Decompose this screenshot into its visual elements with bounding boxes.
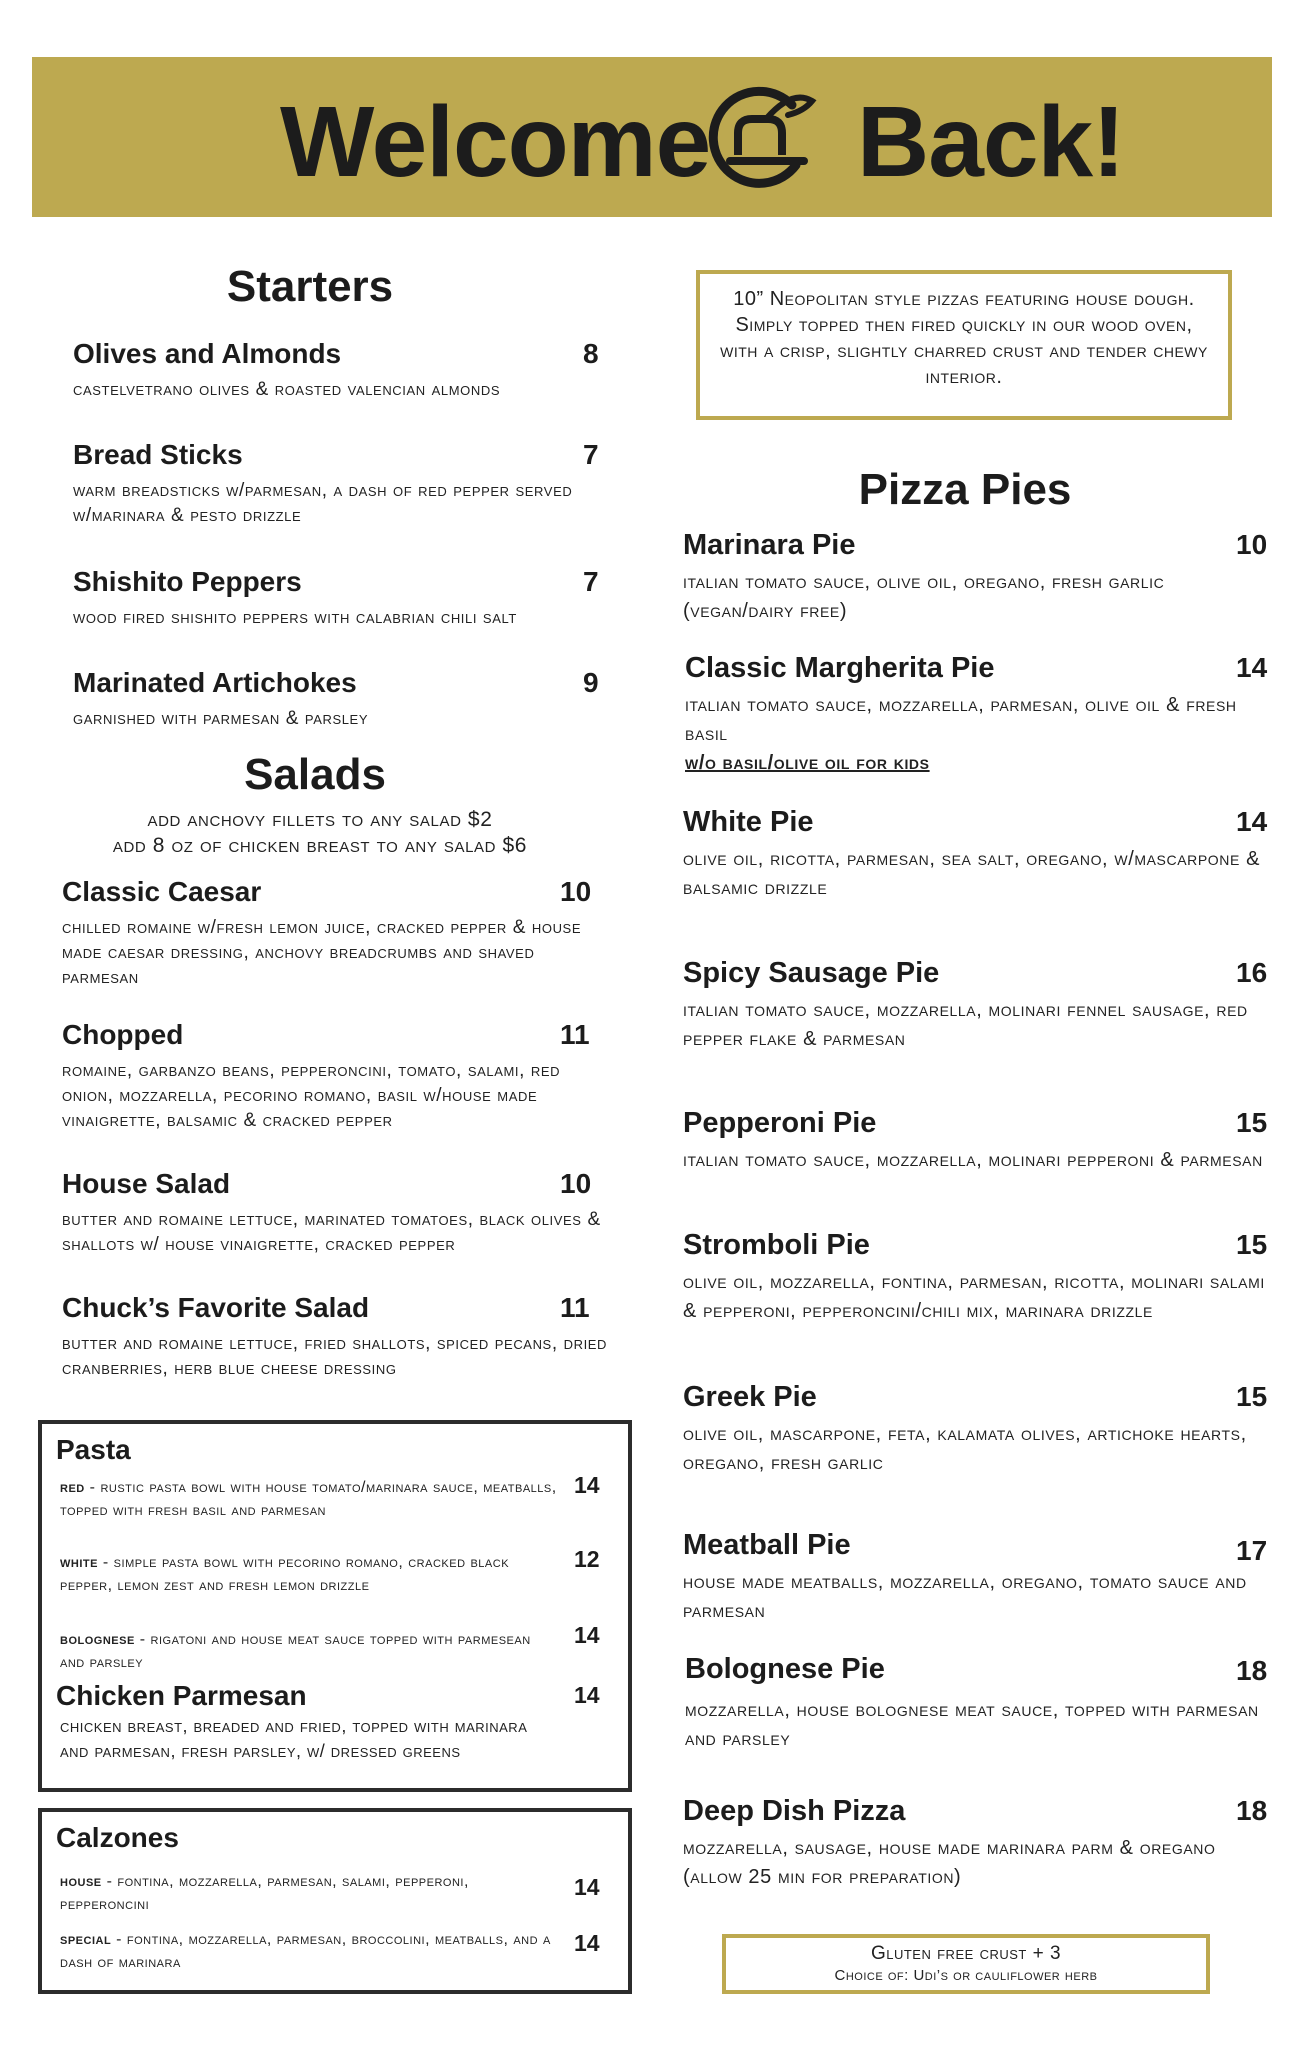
- menu-item: [683, 1228, 1268, 1326]
- item-name: Bolognese Pie: [685, 1653, 885, 1685]
- pasta-label: red: [60, 1479, 85, 1496]
- menu-item: [683, 1380, 1268, 1478]
- pasta-item: [60, 1628, 560, 1674]
- item-price: 18: [1236, 1655, 1268, 1686]
- pasta-price: 14: [574, 1472, 600, 1498]
- calzone-label: house: [60, 1873, 102, 1890]
- item-name: Deep Dish Pizza: [683, 1795, 906, 1827]
- item-desc: garnished with parmesan & parsley: [73, 708, 369, 729]
- calzone-sep: -: [111, 1931, 127, 1948]
- menu-item: [683, 1528, 1268, 1626]
- pasta-sep: -: [134, 1631, 151, 1648]
- pasta-item: [60, 1476, 560, 1522]
- item-desc: house made meatballs, mozzarella, oregano, tomato sauce and parmesan: [683, 1571, 1247, 1622]
- calzone-price: 14: [574, 1874, 600, 1900]
- calzones-title: Calzones: [56, 1822, 179, 1853]
- item-name: Chopped: [62, 1019, 184, 1050]
- menu-item: [683, 805, 1268, 903]
- item-price: 9: [583, 667, 599, 698]
- pasta-desc: simple pasta bowl with pecorino romano, cracked black pepper, lemon zest and fresh lemon drizzle: [60, 1554, 510, 1594]
- salad-addon-note: add 8 oz of chicken breast to any salad $6: [112, 834, 528, 857]
- item-price: 11: [560, 1292, 590, 1323]
- pasta-label: white: [60, 1554, 98, 1571]
- starters-title: Starters: [226, 262, 394, 311]
- salad-addon-note: add anchovy fillets to any salad $2: [147, 808, 493, 831]
- salads-title: Salads: [244, 750, 386, 799]
- calzone-item: [60, 1928, 570, 1974]
- item-price: 7: [583, 566, 599, 597]
- item-name: Pepperoni Pie: [683, 1107, 877, 1139]
- item-price: 17: [1236, 1535, 1268, 1566]
- item-name: Bread Sticks: [73, 439, 243, 470]
- menu-item: [62, 1018, 602, 1133]
- menu-item: [683, 528, 1268, 626]
- item-name: Stromboli Pie: [683, 1229, 870, 1261]
- item-price: 11: [560, 1019, 590, 1050]
- item-price: 18: [1236, 1795, 1268, 1826]
- pasta-title: Pasta: [56, 1434, 131, 1465]
- menu-item: [73, 565, 603, 630]
- item-name: Marinated Artichokes: [73, 667, 357, 698]
- item-desc: mozzarella, house bolognese meat sauce, topped with parmesan and parsley: [685, 1699, 1259, 1750]
- menu-item: [683, 1794, 1268, 1892]
- chicken-parmesan-price: 14: [574, 1682, 600, 1708]
- item-desc: italian tomato sauce, mozzarella, parmesan, olive oil & fresh basil: [685, 694, 1237, 745]
- item-price: 15: [1236, 1107, 1268, 1138]
- menu-item: [683, 956, 1268, 1054]
- item-price: 15: [1236, 1381, 1268, 1412]
- item-desc: italian tomato sauce, mozzarella, molinari fennel sausage, red pepper flake & parmesan: [683, 999, 1248, 1050]
- item-desc: butter and romaine lettuce, fried shallots, spiced pecans, dried cranberries, herb blue cheese dressing: [62, 1333, 608, 1379]
- calzone-label: special: [60, 1931, 112, 1948]
- item-price: 8: [583, 338, 599, 369]
- calzone-price: 14: [574, 1930, 600, 1956]
- item-desc: olive oil, mascarpone, feta, kalamata olives, artichoke hearts, oregano, fresh garlic: [683, 1423, 1247, 1474]
- item-desc: italian tomato sauce, olive oil, oregano, fresh garlic (vegan/dairy free): [683, 571, 1165, 622]
- gluten-free-choice: Choice of: Udi’s or cauliflower herb: [834, 1967, 1098, 1984]
- item-name: Classic Caesar: [62, 876, 262, 907]
- pasta-label: bolognese: [60, 1631, 135, 1648]
- menu-item: [683, 1106, 1268, 1175]
- banner-left-word: Welcome: [280, 86, 711, 198]
- calzone-desc: fontina, mozzarella, parmesan, salami, pepperoni, pepperoncini: [60, 1873, 469, 1913]
- pasta-price: 14: [574, 1622, 600, 1648]
- item-price: 10: [1236, 529, 1268, 560]
- kids-note: w/o basil/olive oil for kids: [685, 752, 930, 774]
- pizza-pies-title: Pizza Pies: [858, 465, 1072, 514]
- calzone-sep: -: [101, 1873, 118, 1890]
- item-desc: italian tomato sauce, mozzarella, molinari pepperoni & parmesan: [683, 1149, 1263, 1171]
- item-desc: warm breadsticks w/parmesan, a dash of red pepper served w/marinara & pesto drizzle: [73, 480, 573, 526]
- calzones-box: [38, 1808, 632, 1994]
- menu-item: [62, 1291, 612, 1381]
- pasta-sep: -: [97, 1554, 114, 1571]
- item-price: 10: [560, 876, 592, 907]
- item-desc: butter and romaine lettuce, marinated tomatoes, black olives & shallots w/ house vinaigrette, cracked pepper: [62, 1209, 601, 1255]
- pasta-desc: rigatoni and house meat sauce topped with parmesean and parsley: [60, 1631, 531, 1671]
- item-desc: chilled romaine w/fresh lemon juice, cracked pepper & house made caesar dressing, anchovy breadcrumbs and shaved parmesan: [62, 917, 582, 988]
- pasta-box: [38, 1420, 632, 1792]
- item-desc: romaine, garbanzo beans, pepperoncini, tomato, salami, red onion, mozzarella, pecorino romano, basil w/house made vinaigrette, balsamic & cracked pepper: [62, 1060, 561, 1131]
- gluten-free-line: Gluten free crust + 3: [870, 1943, 1062, 1964]
- chicken-parmesan-desc: chicken breast, breaded and fried, topped with marinara and parmesan, fresh parsley, w/ dressed greens: [60, 1716, 528, 1761]
- calzone-item: [60, 1870, 560, 1916]
- pasta-desc: rustic pasta bowl with house tomato/marinara sauce, meatballs, topped with fresh basil and parmesan: [60, 1479, 557, 1519]
- item-name: Spicy Sausage Pie: [683, 957, 940, 989]
- item-name: Chuck’s Favorite Salad: [62, 1292, 370, 1323]
- menu-item: [73, 438, 603, 528]
- menu-item: [62, 875, 602, 990]
- item-name: Marinara Pie: [683, 529, 856, 561]
- calzone-desc: fontina, mozzarella, parmesan, broccolini, meatballs, and a dash of marinara: [60, 1931, 551, 1971]
- menu-item: [685, 1652, 1268, 1754]
- item-desc: mozzarella, sausage, house made marinara parm & oregano (allow 25 min for preparation): [683, 1837, 1216, 1888]
- item-name: House Salad: [62, 1168, 231, 1199]
- item-desc: wood fired shishito peppers with calabrian chili salt: [73, 607, 517, 628]
- item-price: 15: [1236, 1229, 1268, 1260]
- circle-c-logo-icon: [700, 83, 826, 191]
- menu-item: [73, 666, 603, 731]
- item-name: Classic Margherita Pie: [685, 652, 995, 684]
- item-price: 7: [583, 439, 599, 470]
- item-price: 14: [1236, 806, 1268, 837]
- pasta-price: 12: [574, 1546, 600, 1572]
- pasta-sep: -: [84, 1479, 101, 1496]
- menu-item: [685, 651, 1268, 778]
- menu-item: [73, 337, 603, 402]
- banner-right-word: Back!: [857, 86, 1125, 198]
- item-name: White Pie: [683, 806, 814, 838]
- pizza-note-text: 10” Neopolitan style pizzas featuring house dough. Simply topped then fired quickly in our wood oven, with a crisp, slightly charred crust and tender chewy interior.: [720, 288, 1208, 388]
- item-name: Olives and Almonds: [73, 338, 342, 369]
- item-price: 14: [1236, 652, 1268, 683]
- item-name: Shishito Peppers: [73, 566, 302, 597]
- item-name: Greek Pie: [683, 1381, 817, 1413]
- welcome-banner: [32, 57, 1272, 217]
- pizza-note-box: [696, 270, 1232, 420]
- gluten-free-box: [722, 1934, 1210, 1994]
- item-name: Meatball Pie: [683, 1529, 851, 1561]
- pasta-item: [60, 1551, 560, 1597]
- chicken-parmesan-name: Chicken Parmesan: [56, 1680, 307, 1711]
- item-desc: castelvetrano olives & roasted valencian almonds: [73, 379, 501, 400]
- menu-item: [62, 1167, 602, 1257]
- item-desc: olive oil, ricotta, parmesan, sea salt, oregano, w/mascarpone & balsamic drizzle: [683, 848, 1261, 899]
- item-price: 10: [560, 1168, 592, 1199]
- item-price: 16: [1236, 957, 1268, 988]
- item-desc: olive oil, mozzarella, fontina, parmesan, ricotta, molinari salami & pepperoni, pepperoncini/chili mix, marinara drizzle: [683, 1271, 1265, 1322]
